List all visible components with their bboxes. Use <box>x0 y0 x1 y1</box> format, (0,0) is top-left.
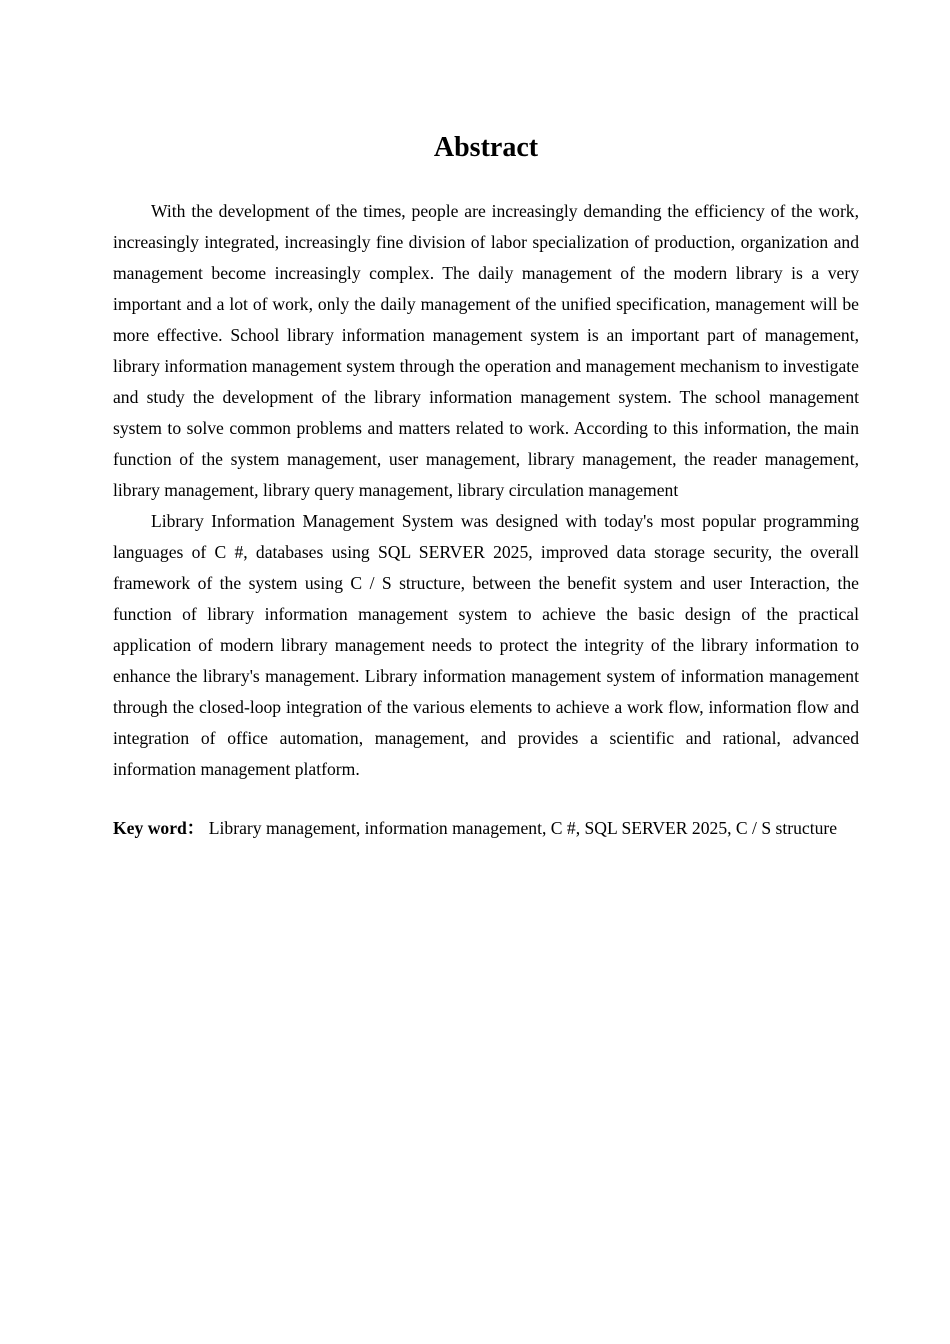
abstract-title: Abstract <box>433 132 539 163</box>
abstract-paragraph-2: Library Information Management System was designed with today's most popular programming languages of C #, databases using SQL SERVER 2025, improved data storage security, the overall framework of the system using C / S structure, between the benefit system and user Interaction, the function of library information management system to achieve the basic design of the practical application of modern library management needs to protect the integrity of the library information to enhance the library's management. Library information management system of information management through the closed-loop integration of the various elements to achieve a work flow, information flow and integration of office automation, management, and provides a scientific and rational, advanced information management platform. <box>113 511 859 779</box>
document-page <box>113 128 859 844</box>
abstract-paragraph-1: With the development of the times, people are increasingly demanding the efficiency of the work, increasingly integrated, increasingly fine division of labor specialization of production, organization and management become increasingly complex. The daily management of the modern library is a very important and a lot of work, only the daily management of the unified specification, management will be more effective. School library information management system is an important part of management, library information management system through the operation and management mechanism to investigate and study the development of the library information management system. The school management system to solve common problems and matters related to work. According to this information, the main function of the system management, user management, library management, the reader management, library management, library query management, library circulation management <box>113 201 859 500</box>
keywords-text: Library management, information management, C #, SQL SERVER 2025, C / S structure <box>208 818 838 838</box>
keywords-line <box>113 813 859 844</box>
keywords-label: Key word： <box>113 818 205 838</box>
